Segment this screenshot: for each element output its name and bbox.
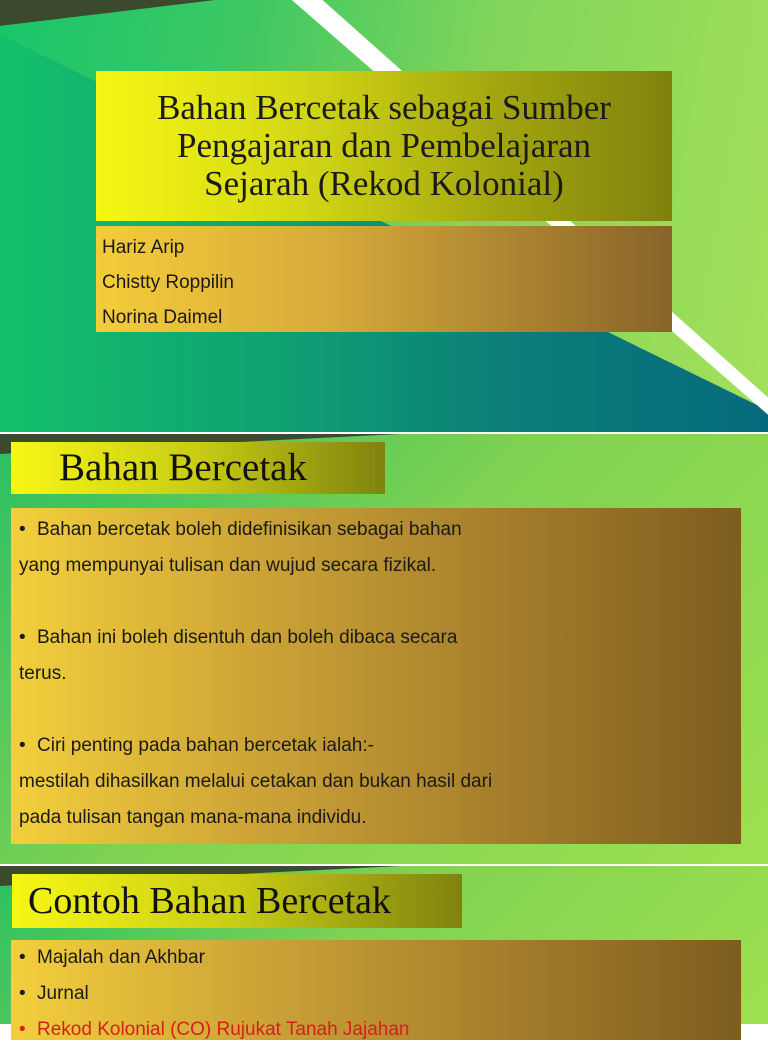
bullet-text: Ciri penting pada bahan bercetak ialah:- <box>37 735 374 756</box>
bullet-text: Bahan ini boleh disentuh dan boleh dibaca secara <box>37 627 458 648</box>
slide-heading-box <box>12 874 462 928</box>
slide-heading-box <box>11 442 385 494</box>
continuation-line: pada tulisan tangan mana-mana individu. <box>19 807 367 828</box>
continuation-line: mestilah dihasilkan melalui cetakan dan bukan hasil dari <box>19 771 493 792</box>
bullet-line <box>19 728 733 764</box>
title-box <box>96 71 672 221</box>
author-name: Norina Daimel <box>102 307 223 328</box>
list-item-text: Majalah dan Akhbar <box>37 947 205 968</box>
definition-slide <box>0 434 768 864</box>
spacer <box>19 692 733 728</box>
bullet-line <box>19 512 733 548</box>
bullet-icon: • <box>19 947 26 968</box>
list-item <box>19 940 733 976</box>
bullet-icon: • <box>19 1019 26 1040</box>
continuation-line: terus. <box>19 663 67 684</box>
slide-heading: Bahan Bercetak <box>59 446 307 489</box>
continuation-line: yang mempunyai tulisan dan wujud secara fizikal. <box>19 555 437 576</box>
examples-slide <box>0 866 768 1040</box>
list-item <box>19 1012 733 1048</box>
bullet-icon: • <box>19 735 26 756</box>
presentation-title: Bahan Bercetak sebagai Sumber Pengajaran dan Pembelajaran Sejarah (Rekod Kolonial) <box>157 88 611 203</box>
authors-box <box>96 226 672 332</box>
list-item-text: Rekod Kolonial (CO) Rujukat Tanah Jajahan <box>37 1019 410 1040</box>
list-item <box>19 976 733 1012</box>
author-name: Hariz Arip <box>102 237 185 258</box>
bullet-text: Bahan bercetak boleh didefinisikan sebagai bahan <box>37 519 462 540</box>
bullet-line <box>19 620 733 656</box>
bullet-icon: • <box>19 627 26 648</box>
bullet-icon: • <box>19 519 26 540</box>
slide-heading: Contoh Bahan Bercetak <box>28 880 392 922</box>
spacer <box>19 584 733 620</box>
content-box <box>11 508 741 844</box>
author-name: Chistty Roppilin <box>102 272 234 293</box>
bullet-icon: • <box>19 983 26 1004</box>
title-slide <box>0 0 768 432</box>
list-item-text: Jurnal <box>37 983 89 1004</box>
content-box <box>11 940 741 1040</box>
